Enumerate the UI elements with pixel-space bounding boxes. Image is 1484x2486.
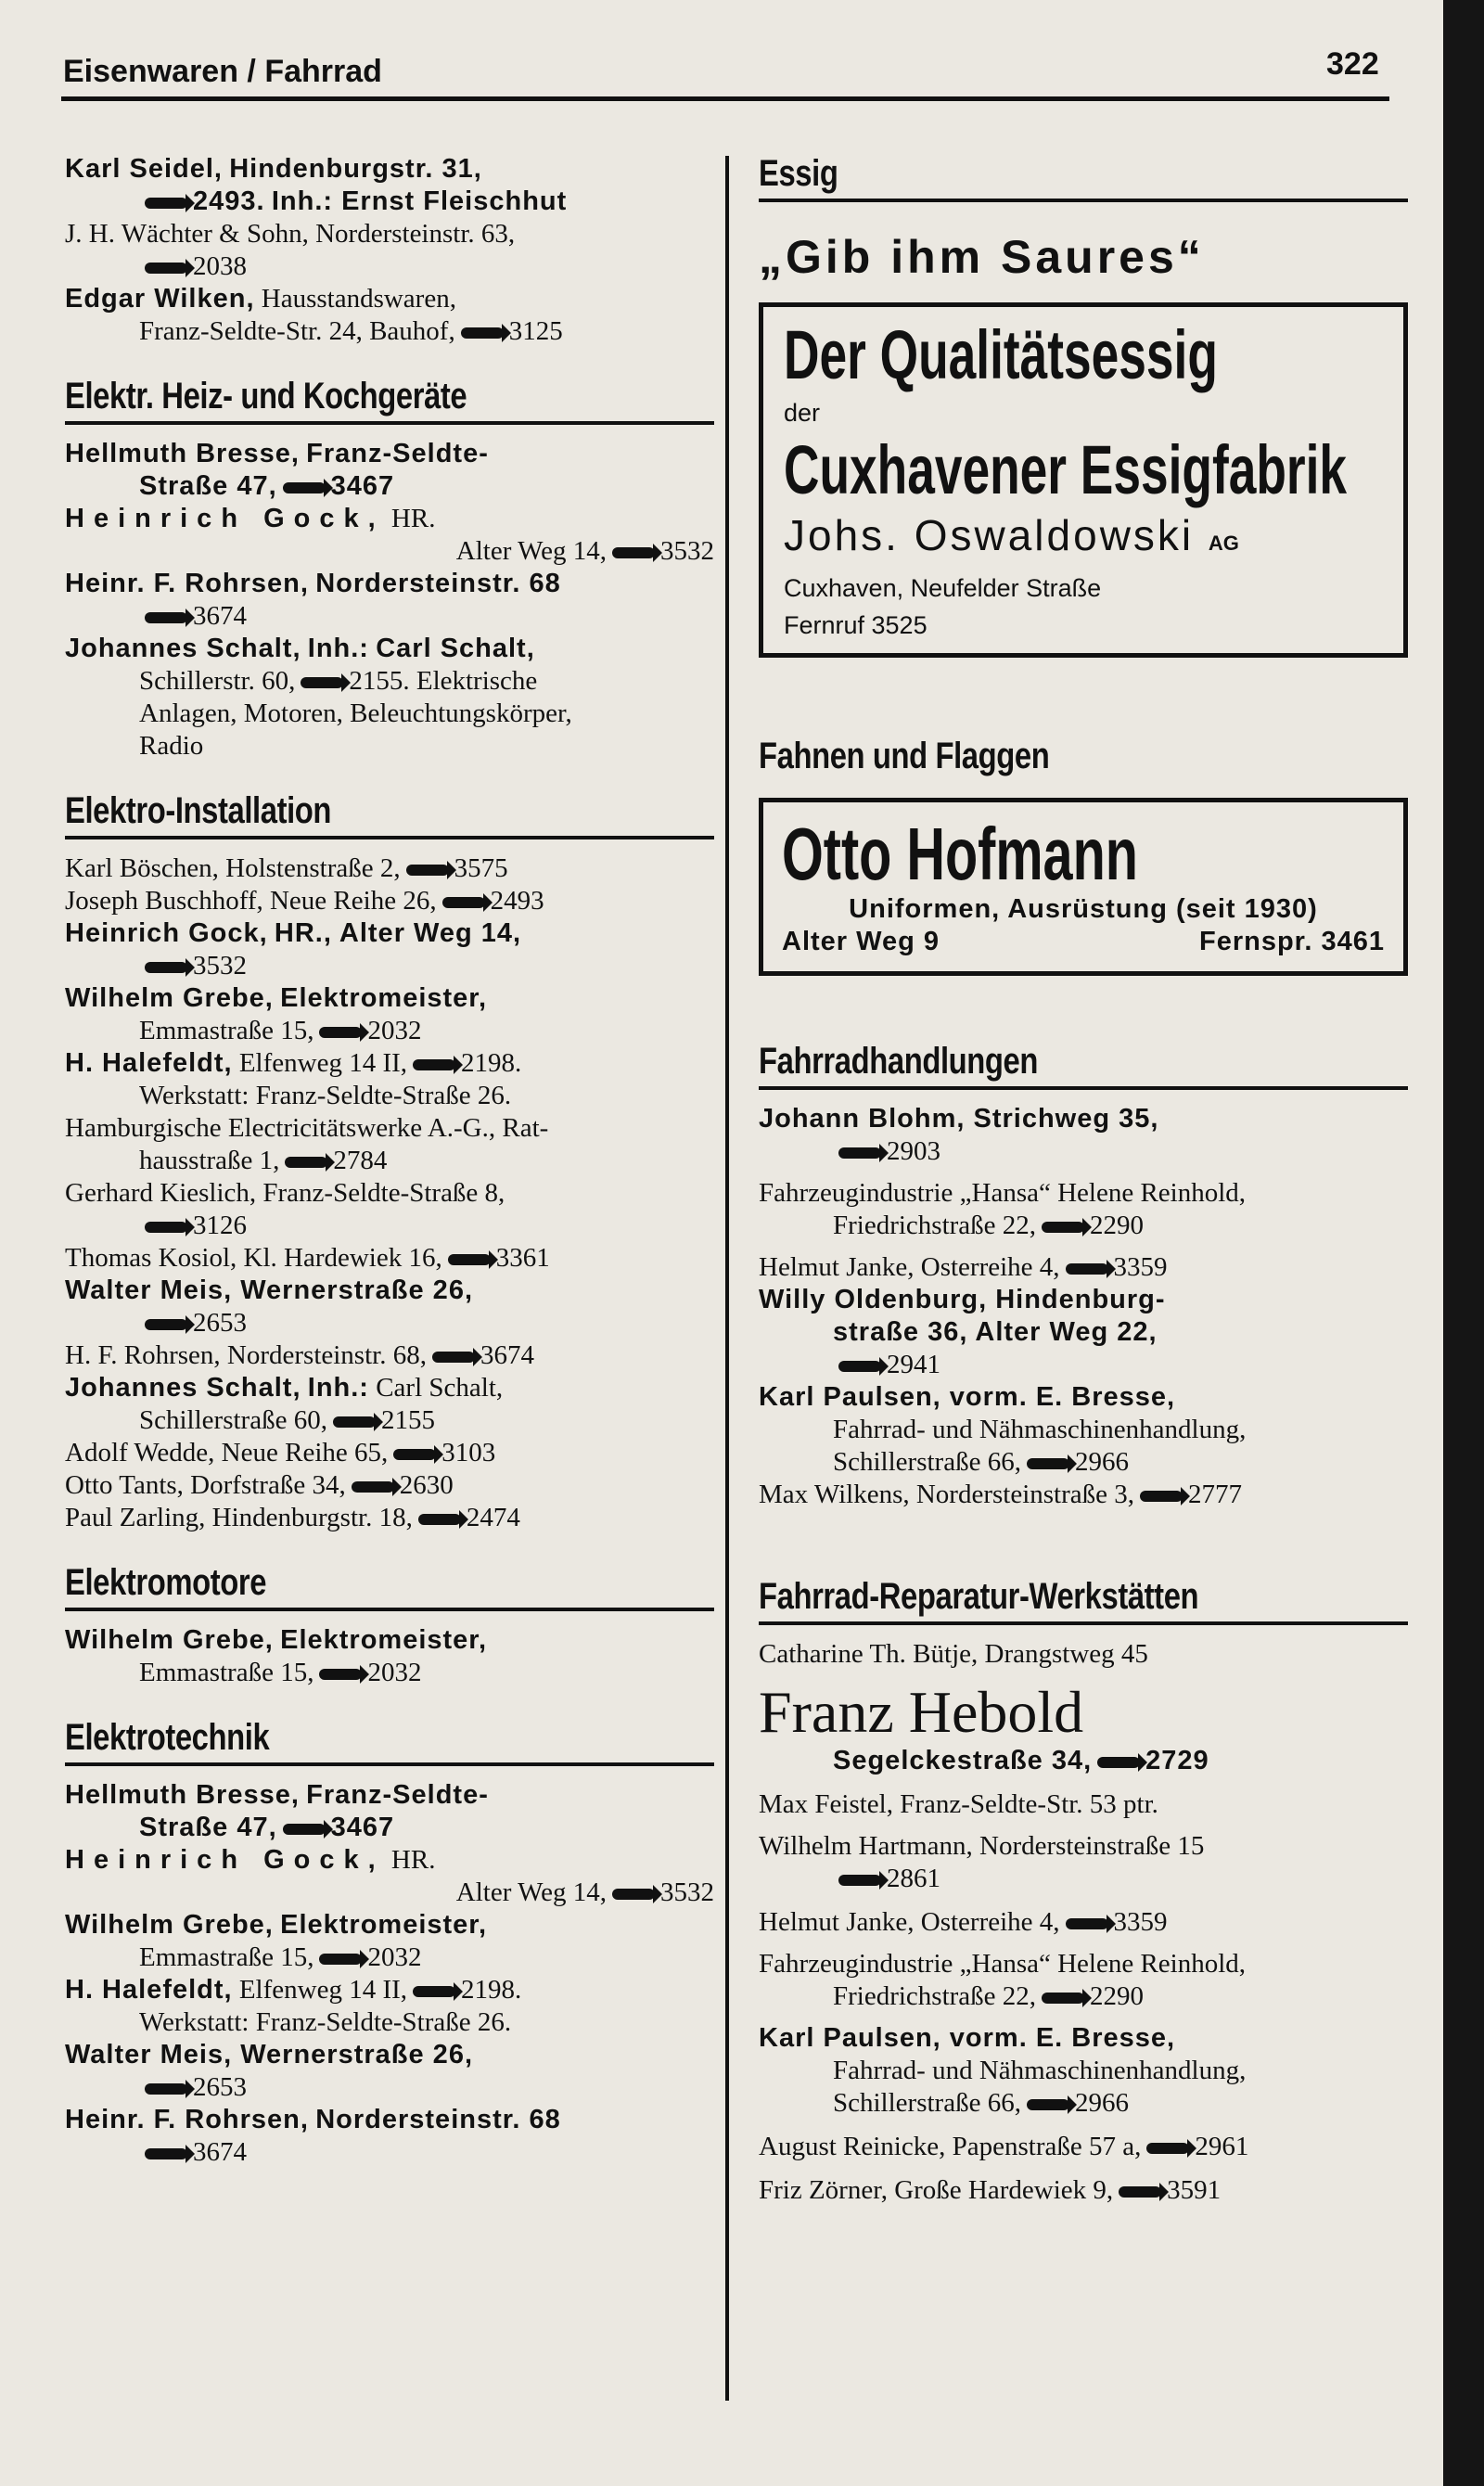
section-heading: Fahrrad-Reparatur-Werkstätten <box>759 1576 1199 1617</box>
listing-entry: Heinr. F. Rohrsen, Nordersteinstr. 68 3674 <box>65 2105 561 2167</box>
listing-entry: Heinr. F. Rohrsen, Nordersteinstr. 68 3674 <box>65 569 561 631</box>
listing-entry: Wilhelm Grebe, Elektromeister, Emmastraße 15, 2032 <box>65 1910 488 1972</box>
section-rule <box>759 1086 1408 1090</box>
telephone-icon <box>1097 1757 1140 1768</box>
telephone-icon <box>145 1222 187 1233</box>
telephone-icon <box>352 1481 394 1493</box>
listing-entry: Thomas Kosiol, Kl. Hardewiek 16, 3361 <box>65 1243 550 1273</box>
telephone-icon <box>1140 1491 1183 1502</box>
telephone-icon <box>1066 1263 1108 1275</box>
listing-entry: Heinrich Gock, HR. Alter Weg 14, 3532 <box>65 1845 714 1907</box>
telephone-icon <box>283 1824 326 1835</box>
listing-entry: Karl Paulsen, vorm. E. Bresse, Fahrrad- und Nähmaschinenhandlung, Schillerstraße 66, 2966 <box>759 1382 1247 1477</box>
telephone-icon <box>406 865 449 876</box>
telephone-icon <box>838 1361 881 1372</box>
telephone-icon <box>145 1319 187 1330</box>
ad-name: Otto Hofmann <box>782 813 1138 895</box>
listing-entry: Johannes Schalt, Inh.: Carl Schalt, Schillerstraße 60, 2155 <box>65 1373 504 1435</box>
section-heading: Fahnen und Flaggen <box>759 736 1050 776</box>
telephone-icon <box>1042 1222 1084 1233</box>
listing-entry: Hamburgische Electricitätswerke A.-G., Rat- hausstraße 1, 2784 <box>65 1113 549 1175</box>
telephone-icon <box>145 2148 187 2159</box>
telephone-icon <box>838 1147 881 1159</box>
ad-essigfabrik: Der Qualitätsessig der Cuxhavener Essigfabrik Johs. Oswaldowski AG Cuxhaven, Neufelder Straße Fernruf 3525 <box>759 302 1408 658</box>
telephone-icon <box>145 198 187 209</box>
section-heading: Elektromotore <box>65 1562 267 1603</box>
listing-entry: Helmut Janke, Osterreihe 4, 3359 <box>759 1907 1168 1937</box>
listing-entry: Segelckestraße 34, 2729 <box>833 1746 1209 1775</box>
telephone-icon <box>283 482 326 493</box>
listing-entry: J. H. Wächter & Sohn, Nordersteinstr. 63, 2038 <box>65 219 516 281</box>
telephone-icon <box>145 263 187 274</box>
section-rule <box>65 421 714 425</box>
telephone-icon <box>393 1449 436 1460</box>
telephone-icon <box>1027 2099 1069 2110</box>
listing-entry: Joseph Buschhoff, Neue Reihe 26, 2493 <box>65 886 544 916</box>
telephone-icon <box>301 677 343 688</box>
telephone-icon <box>1027 1458 1069 1469</box>
telephone-icon <box>413 1986 455 1997</box>
listing-entry: Heinrich Gock, HR., Alter Weg 14, 3532 <box>65 918 522 980</box>
telephone-icon <box>285 1157 327 1168</box>
listing-entry: Willy Oldenburg, Hindenburg- straße 36, Alter Weg 22, 2941 <box>759 1285 1166 1379</box>
listing-entry: Hellmuth Bresse, Franz-Seldte- Straße 47, 3467 <box>65 439 489 501</box>
ad-company: Cuxhavener Essigfabrik <box>784 431 1348 508</box>
listing-entry: Wilhelm Hartmann, Nordersteinstraße 15 2861 <box>759 1831 1205 1893</box>
telephone-icon <box>612 1889 655 1900</box>
telephone-icon <box>319 1669 362 1680</box>
page-edge <box>1443 0 1484 2486</box>
header-rule <box>61 96 1389 101</box>
listing-entry: Adolf Wedde, Neue Reihe 65, 3103 <box>65 1438 496 1467</box>
listing-entry: Karl Paulsen, vorm. E. Bresse, Fahrrad- und Nähmaschinenhandlung, Schillerstraße 66, 2966 <box>759 2023 1247 2118</box>
telephone-icon <box>448 1254 491 1265</box>
listing-entry: H. F. Rohrsen, Nordersteinstr. 68, 3674 <box>65 1340 534 1370</box>
telephone-icon <box>432 1352 475 1363</box>
section-rule <box>65 1762 714 1766</box>
listing-entry: Karl Seidel, Hindenburgstr. 31, 2493. Inh.: Ernst Fleischhut <box>65 154 568 216</box>
listing-entry: Walter Meis, Wernerstraße 26, 2653 <box>65 2040 473 2102</box>
telephone-icon <box>1119 2186 1161 2198</box>
listing-entry: Fahrzeugindustrie „Hansa“ Helene Reinhold, Friedrichstraße 22, 2290 <box>759 1178 1247 1240</box>
listing-entry: Edgar Wilken, Hausstandswaren, Franz-Seldte-Str. 24, Bauhof, 3125 <box>65 284 563 346</box>
left-column <box>65 153 714 2169</box>
listing-entry: H. Halefeldt, Elfenweg 14 II, 2198. Werkstatt: Franz-Seldte-Straße 26. <box>65 1048 522 1110</box>
page-number: 322 <box>1326 46 1379 82</box>
telephone-icon <box>319 1027 362 1038</box>
right-column <box>759 153 1408 2207</box>
entry-name: Edgar Wilken, <box>65 284 255 314</box>
section-rule <box>759 1621 1408 1625</box>
ad-headline: Der Qualitätsessig <box>784 316 1218 393</box>
section-heading: Fahrradhandlungen <box>759 1041 1039 1082</box>
listing-entry: Walter Meis, Wernerstraße 26, 2653 <box>65 1275 473 1338</box>
section-rule <box>65 836 714 839</box>
telephone-icon <box>145 2083 187 2095</box>
ad-franz-hebold: Franz Hebold <box>759 1679 1084 1745</box>
running-header: Eisenwaren / Fahrrad <box>63 54 382 89</box>
section-rule <box>759 199 1408 202</box>
column-divider <box>725 156 729 2401</box>
listing-entry: Fahrzeugindustrie „Hansa“ Helene Reinhold, Friedrichstraße 22, 2290 <box>759 1949 1247 2011</box>
telephone-icon <box>1042 1993 1084 2004</box>
section-heading: Elektrotechnik <box>65 1717 270 1758</box>
listing-entry: Max Feistel, Franz-Seldte-Str. 53 ptr. <box>759 1789 1158 1819</box>
telephone-icon <box>612 547 655 558</box>
telephone-icon <box>461 327 504 339</box>
telephone-icon <box>418 1514 461 1525</box>
telephone-icon <box>442 897 485 908</box>
section-heading: Essig <box>759 153 838 194</box>
telephone-icon <box>333 1416 376 1428</box>
listing-entry: Otto Tants, Dorfstraße 34, 2630 <box>65 1470 454 1500</box>
listing-entry: Wilhelm Grebe, Elektromeister, Emmastraße 15, 2032 <box>65 983 488 1045</box>
listing-entry: Gerhard Kieslich, Franz-Seldte-Straße 8, 3126 <box>65 1178 505 1240</box>
listing-entry: Hellmuth Bresse, Franz-Seldte- Straße 47, 3467 <box>65 1780 489 1842</box>
telephone-icon <box>838 1875 881 1886</box>
listing-entry: Karl Böschen, Holstenstraße 2, 3575 <box>65 853 508 883</box>
entry-name: Karl Seidel, <box>65 154 223 184</box>
telephone-icon <box>1066 1918 1108 1929</box>
telephone-icon <box>413 1059 455 1070</box>
listing-entry: Johann Blohm, Strichweg 35, 2903 <box>759 1104 1159 1166</box>
listing-entry: Paul Zarling, Hindenburgstr. 18, 2474 <box>65 1503 520 1532</box>
ad-hofmann: Otto Hofmann Uniformen, Ausrüstung (seit 1930) Alter Weg 9 Fernspr. 3461 <box>759 798 1408 976</box>
telephone-icon <box>145 962 187 973</box>
telephone-icon <box>319 1954 362 1965</box>
listing-entry: H. Halefeldt, Elfenweg 14 II, 2198. Werkstatt: Franz-Seldte-Straße 26. <box>65 1975 522 2037</box>
listing-entry: Catharine Th. Bütje, Drangstweg 45 <box>759 1639 1148 1669</box>
section-rule <box>65 1608 714 1611</box>
telephone-icon <box>145 612 187 623</box>
listing-entry: Helmut Janke, Osterreihe 4, 3359 <box>759 1252 1168 1282</box>
ad-slogan: „Gib ihm Saures“ <box>759 231 1205 283</box>
section-heading: Elektro-Installation <box>65 790 332 831</box>
listing-entry: Max Wilkens, Nordersteinstraße 3, 2777 <box>759 1480 1243 1509</box>
listing-entry: Friz Zörner, Große Hardewiek 9, 3591 <box>759 2175 1222 2205</box>
telephone-icon <box>1146 2143 1189 2154</box>
section-heading: Elektr. Heiz- und Kochgeräte <box>65 376 467 416</box>
listing-entry: Heinrich Gock, HR. Alter Weg 14, 3532 <box>65 504 714 566</box>
listing-entry: Johannes Schalt, Inh.: Carl Schalt, Schillerstr. 60, 2155. Elektrische Anlagen, Motoren, Beleuchtungskörper, Radio <box>65 634 572 761</box>
listing-entry: Wilhelm Grebe, Elektromeister, Emmastraße 15, 2032 <box>65 1625 488 1687</box>
listing-entry: August Reinicke, Papenstraße 57 a, 2961 <box>759 2132 1249 2161</box>
ad-owner: Johs. Oswaldowski <box>784 511 1195 559</box>
